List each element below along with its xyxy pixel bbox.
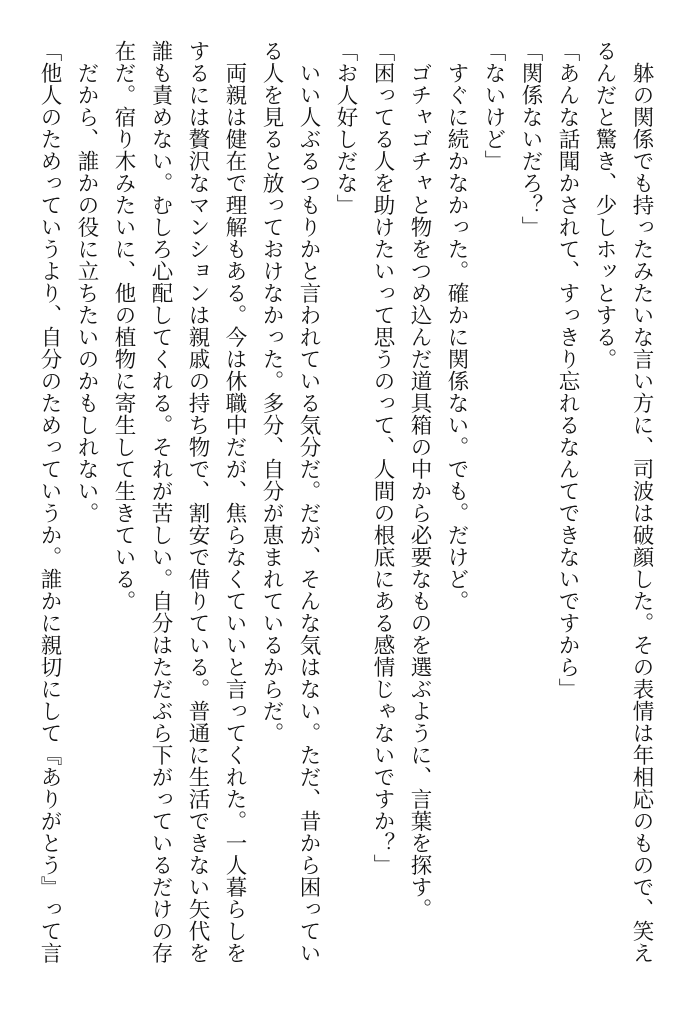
dialogue-line: 「関係ないだろ？」 (518, 40, 543, 238)
dialogue-line: 「あんな話聞かされて、すっきり忘れるなんてできないですから」 (555, 40, 580, 700)
dialogue-line: 「ないけど」 (481, 40, 506, 172)
paragraph: ゴチャゴチャと物をつめ込んだ道具箱の中から必要なものを選ぶように、言葉を探す。 (407, 61, 432, 920)
paragraph: すぐに続かなかった。確かに関係ない。でも。だけど。 (444, 61, 469, 612)
dialogue-line: 「他人のためっていうより、自分のためっていうか。誰かに親切にして『ありがとう』って言 (37, 40, 62, 964)
paragraph: 両親は健在で理解もある。今は休職中だが、焦らなくていいと言ってくれた。一人暮らしをするには贅沢なマンションは親戚の持ち物で、割安で借りている。普通に生活できない矢代を誰も責めない。むしろ心配してくれる。それが苦しい。自分はただぶら下がっているだけの存在だ。宿り木みたいに、他の植物に寄生して生きている。 (111, 40, 247, 964)
dialogue-line: 「困ってる人を助けたいって思うのって、人間の根底にある感情じゃないですか？」 (370, 40, 395, 876)
paragraph: だから、誰かの役に立ちたいのかもしれない。 (74, 61, 99, 524)
paragraph: いい人ぶるつもりかと言われている気分だ。だが、そんな気はない。ただ、昔から困っている人を見ると放っておけなかった。多分、自分が恵まれているからだ。 (259, 40, 321, 964)
paragraph: 躰の関係でも持ったみたいな言い方に、司波は破顔した。その表情は年相応のもので、笑えるんだと驚き、少しホッとする。 (592, 40, 654, 964)
dialogue-line: 「お人好しだな」 (333, 40, 358, 216)
vertical-text-body (37, 40, 660, 975)
